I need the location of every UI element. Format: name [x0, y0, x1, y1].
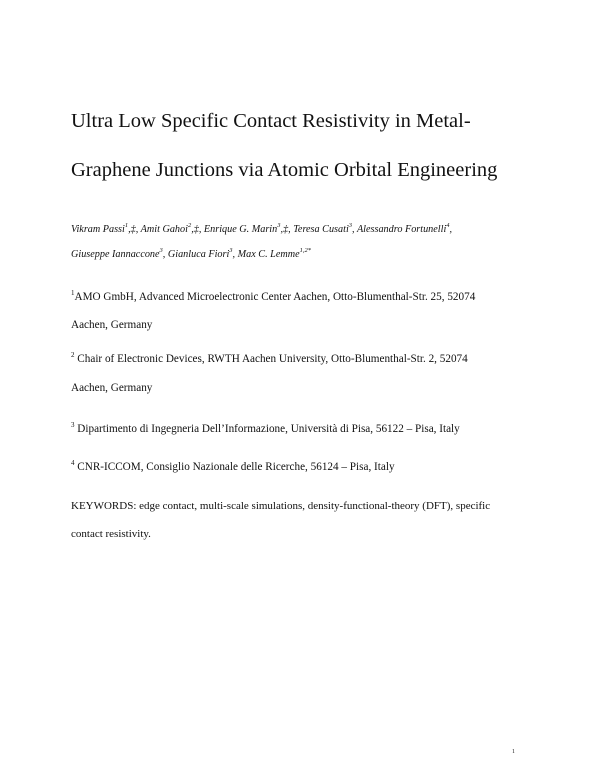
- author-affiliation-mark: 4: [446, 222, 450, 229]
- keywords-line-2: contact resistivity.: [71, 528, 151, 540]
- author-affiliation-mark: 3: [159, 247, 163, 254]
- author-name: Teresa Cusati: [293, 224, 349, 235]
- author-affiliation-mark: 3: [277, 222, 281, 229]
- author-name: Enrique G. Marin: [203, 224, 278, 235]
- affiliation-number: 1: [71, 289, 75, 297]
- author-separator: ,‡,: [280, 224, 291, 235]
- author-name: Vikram Passi: [71, 224, 125, 235]
- author-separator: ,: [232, 249, 236, 260]
- affiliation-number: 2: [71, 351, 75, 359]
- author-separator: ,‡,: [191, 224, 202, 235]
- affiliation-text: AMO GmbH, Advanced Microelectronic Center Aachen, Otto-Blumenthal-Str. 25, 52074: [74, 291, 476, 303]
- affiliation-number: 3: [71, 421, 75, 429]
- author-list-line-1: [71, 223, 541, 237]
- keywords-line-1: KEYWORDS: edge contact, multi-scale simulations, density-functional-theory (DFT), specific: [71, 500, 491, 512]
- author-name: Alessandro Fortunelli: [356, 224, 447, 235]
- author-name: Amit Gahoi: [140, 224, 188, 235]
- paper-title-line-1: Ultra Low Specific Contact Resistivity in Metal-: [71, 110, 471, 132]
- affiliation-4: [71, 460, 541, 474]
- affiliation-text: Dipartimento di Ingegneria Dell’Informazione, Università di Pisa, 56122 – Pisa, Italy: [74, 423, 460, 435]
- author-separator: ,‡,: [128, 224, 139, 235]
- author-affiliation-mark: 3: [229, 247, 233, 254]
- author-name: Giuseppe Iannaccone: [71, 249, 160, 260]
- author-list-line-2: [71, 248, 541, 262]
- affiliation-2-continued: Aachen, Germany: [71, 382, 153, 394]
- affiliation-text: Chair of Electronic Devices, RWTH Aachen University, Otto-Blumenthal-Str. 2, 52074: [74, 353, 468, 365]
- author-name: Max C. Lemme: [237, 249, 300, 260]
- affiliation-number: 4: [71, 459, 75, 467]
- author-affiliation-mark: 3: [348, 222, 353, 229]
- author-separator: ,: [352, 224, 355, 235]
- author-separator: ,: [162, 249, 166, 260]
- paper-title-line-2: Graphene Junctions via Atomic Orbital Engineering: [71, 159, 498, 181]
- affiliation-1-continued: Aachen, Germany: [71, 319, 153, 331]
- author-affiliation-mark: 2: [187, 222, 192, 229]
- affiliation-1: [71, 290, 541, 304]
- author-separator: ,: [449, 224, 453, 235]
- affiliation-3: [71, 422, 541, 436]
- page-number: 1: [512, 749, 515, 755]
- affiliation-2: [71, 352, 541, 366]
- author-affiliation-mark: 1: [124, 222, 129, 229]
- author-affiliation-mark: 1,2*: [299, 247, 311, 254]
- author-name: Gianluca Fiori: [167, 249, 230, 260]
- affiliation-text: CNR-ICCOM, Consiglio Nazionale delle Ricerche, 56124 – Pisa, Italy: [74, 461, 395, 473]
